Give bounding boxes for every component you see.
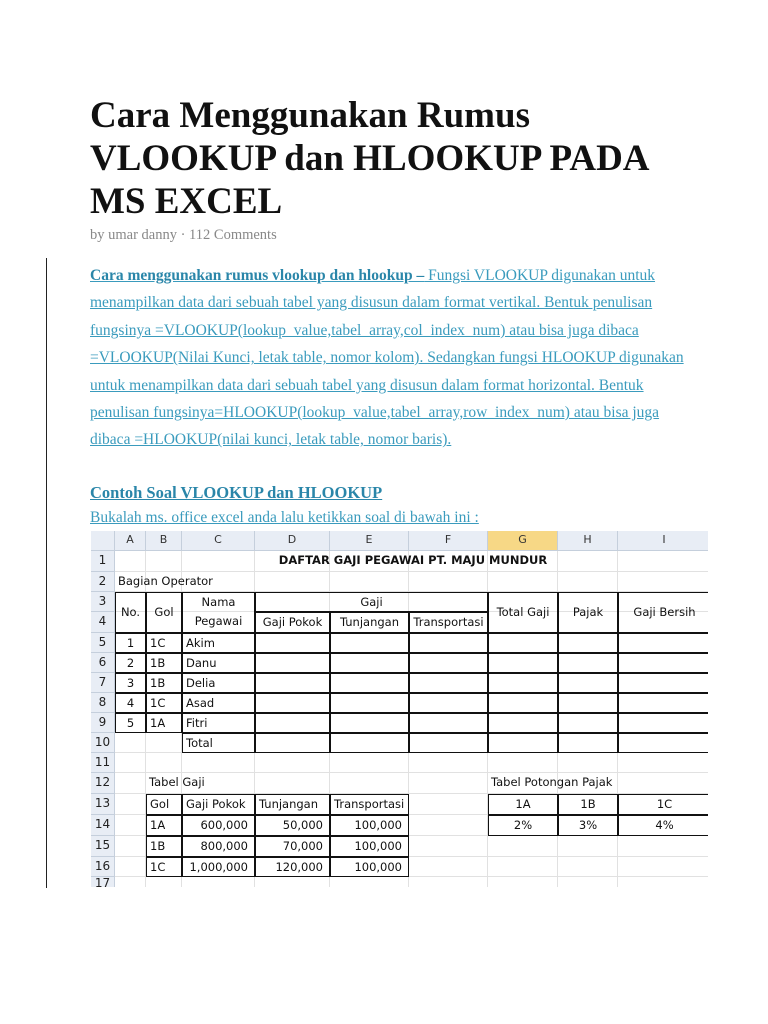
employee-gol[interactable]: 1C [146, 693, 182, 713]
grid-cell[interactable] [115, 773, 146, 794]
grid-cell[interactable] [330, 572, 409, 592]
grid-cell[interactable] [618, 836, 708, 857]
employee-value-cell[interactable] [618, 693, 708, 713]
grid-cell[interactable] [255, 572, 330, 592]
row-header-4[interactable]: 4 [91, 612, 115, 633]
grid-cell[interactable] [115, 857, 146, 877]
row-header-9[interactable]: 9 [91, 713, 115, 733]
grid-cell[interactable] [488, 857, 558, 877]
row-header-2[interactable]: 2 [91, 572, 115, 592]
employee-nama[interactable]: Fitri [182, 713, 255, 733]
header-transportasi[interactable]: Transportasi [409, 612, 488, 633]
employee-value-cell[interactable] [330, 713, 409, 733]
total-value-cell[interactable] [558, 733, 618, 753]
grid-cell[interactable] [330, 753, 409, 773]
grid-cell[interactable] [558, 572, 618, 592]
column-header-e[interactable]: E [330, 531, 409, 551]
employee-value-cell[interactable] [558, 673, 618, 693]
employee-no[interactable]: 5 [115, 713, 146, 733]
grid-cell[interactable] [146, 753, 182, 773]
grid-cell[interactable] [618, 572, 708, 592]
grid-cell[interactable] [409, 773, 488, 794]
tabel-gaji-cell[interactable]: 800,000 [182, 836, 255, 857]
grid-cell[interactable] [115, 877, 146, 887]
column-header-d[interactable]: D [255, 531, 330, 551]
employee-nama[interactable]: Asad [182, 693, 255, 713]
total-value-cell[interactable] [255, 733, 330, 753]
tabel-gaji-cell[interactable]: 70,000 [255, 836, 330, 857]
column-header-b[interactable]: B [146, 531, 182, 551]
margin-rule [46, 258, 47, 888]
grid-cell[interactable] [146, 733, 182, 753]
tabel-pajak-header[interactable]: 1B [558, 794, 618, 815]
row-header-3[interactable]: 3 [91, 592, 115, 612]
tabel-gaji-cell[interactable]: 100,000 [330, 836, 409, 857]
tabel-gaji-header[interactable]: Gaji Pokok [182, 794, 255, 815]
employee-value-cell[interactable] [255, 713, 330, 733]
header-pajak[interactable]: Pajak [558, 592, 618, 633]
tabel-pajak-value[interactable]: 4% [618, 815, 708, 836]
grid-cell[interactable] [409, 877, 488, 887]
grid-cell[interactable] [255, 753, 330, 773]
employee-gol[interactable]: 1C [146, 633, 182, 653]
grid-cell[interactable] [558, 836, 618, 857]
grid-cell[interactable] [115, 733, 146, 753]
grid-cell[interactable] [409, 753, 488, 773]
tabel-gaji-cell[interactable]: 1,000,000 [182, 857, 255, 877]
grid-cell[interactable] [488, 753, 558, 773]
employee-value-cell[interactable] [409, 653, 488, 673]
employee-value-cell[interactable] [618, 713, 708, 733]
grid-cell[interactable] [330, 877, 409, 887]
tabel-pajak-value[interactable]: 2% [488, 815, 558, 836]
article-byline: by umar danny · 112 Comments [90, 227, 277, 243]
tabel-gaji-cell[interactable]: 600,000 [182, 815, 255, 836]
column-header-c[interactable]: C [182, 531, 255, 551]
grid-cell[interactable] [618, 877, 708, 887]
employee-value-cell[interactable] [488, 673, 558, 693]
header-gaji[interactable]: Gaji [255, 592, 488, 612]
tabel-gaji-cell[interactable]: 100,000 [330, 857, 409, 877]
row-header-6[interactable]: 6 [91, 653, 115, 673]
grid-cell[interactable] [115, 753, 146, 773]
select-all-corner[interactable] [91, 531, 115, 551]
employee-value-cell[interactable] [488, 653, 558, 673]
employee-value-cell[interactable] [255, 653, 330, 673]
section-label[interactable]: Bagian Operator [118, 574, 213, 588]
sheet-title[interactable]: DAFTAR GAJI PEGAWAI PT. MAJU MUNDUR [278, 553, 548, 567]
grid-cell[interactable] [115, 836, 146, 857]
employee-no[interactable]: 2 [115, 653, 146, 673]
employee-no[interactable]: 3 [115, 673, 146, 693]
grid-cell[interactable] [146, 877, 182, 887]
grid-cell[interactable] [182, 753, 255, 773]
row-header-1[interactable]: 1 [91, 551, 115, 572]
tabel-gaji-cell[interactable]: 1A [146, 815, 182, 836]
grid-cell[interactable] [115, 794, 146, 815]
tabel-pajak-header[interactable]: 1C [618, 794, 708, 815]
grid-cell[interactable] [488, 877, 558, 887]
employee-value-cell[interactable] [618, 673, 708, 693]
employee-value-cell[interactable] [409, 673, 488, 693]
employee-value-cell[interactable] [488, 693, 558, 713]
employee-value-cell[interactable] [618, 653, 708, 673]
employee-value-cell[interactable] [409, 693, 488, 713]
header-gaji-pokok[interactable]: Gaji Pokok [255, 612, 330, 633]
employee-value-cell[interactable] [488, 633, 558, 653]
employee-value-cell[interactable] [255, 633, 330, 653]
employee-value-cell[interactable] [330, 633, 409, 653]
row-header-5[interactable]: 5 [91, 633, 115, 653]
total-value-cell[interactable] [330, 733, 409, 753]
header-gaji-bersih[interactable]: Gaji Bersih [618, 592, 708, 633]
header-gol[interactable]: Gol [146, 592, 182, 633]
grid-cell[interactable] [558, 857, 618, 877]
grid-cell[interactable] [115, 815, 146, 836]
section-subheading[interactable]: Contoh Soal VLOOKUP dan HLOOKUP [90, 483, 383, 502]
employee-value-cell[interactable] [488, 713, 558, 733]
tabel-gaji-cell[interactable]: 1C [146, 857, 182, 877]
employee-value-cell[interactable] [618, 633, 708, 653]
total-value-cell[interactable] [409, 733, 488, 753]
header-nama[interactable]: Nama [182, 592, 255, 612]
tabel-gaji-header[interactable]: Tunjangan [255, 794, 330, 815]
grid-cell[interactable] [409, 794, 488, 815]
header-total-gaji[interactable]: Total Gaji [488, 592, 558, 633]
total-value-cell[interactable] [618, 733, 708, 753]
grid-cell[interactable] [330, 773, 409, 794]
employee-no[interactable]: 4 [115, 693, 146, 713]
column-header-f[interactable]: F [409, 531, 488, 551]
grid-cell[interactable] [488, 836, 558, 857]
column-header-a[interactable]: A [115, 531, 146, 551]
grid-cell[interactable] [618, 753, 708, 773]
grid-cell[interactable] [255, 877, 330, 887]
paragraph-text[interactable]: Fungsi VLOOKUP digunakan untuk menampilkan data dari sebuah tabel yang disusun dalam format vertikal. Bentuk penulisan fungsinya =VLOOKUP(lookup_value,tabel_array,col_index_num) atau bisa juga dibaca =VLOOKUP(Nilai Kunci, letak table, nomor kolom). Sedangkan fungsi HLOOKUP digunakan untuk menampilkan data dari sebuah tabel yang disusun dalam format horizontal. Bentuk penulisan fungsinya=HLOOKUP(lookup_value,tabel_array,row_index_num) atau bisa juga dibaca =HLOOKUP(nilai kunci, letak table, nomor baris). [90, 267, 684, 449]
tabel-pajak-header[interactable]: 1A [488, 794, 558, 815]
employee-value-cell[interactable] [255, 673, 330, 693]
employee-nama[interactable]: Delia [182, 673, 255, 693]
header-no[interactable]: No. [115, 592, 146, 633]
tabel-gaji-cell[interactable]: 1B [146, 836, 182, 857]
grid-cell[interactable] [182, 877, 255, 887]
employee-value-cell[interactable] [330, 673, 409, 693]
header-pegawai[interactable]: Pegawai [182, 612, 255, 633]
article-paragraph [90, 262, 690, 454]
grid-cell[interactable] [409, 815, 488, 836]
total-value-cell[interactable] [488, 733, 558, 753]
tabel-gaji-header[interactable]: Gol [146, 794, 182, 815]
excel-screenshot [91, 531, 708, 887]
grid-cell[interactable] [255, 773, 330, 794]
employee-gol[interactable]: 1B [146, 653, 182, 673]
employee-value-cell[interactable] [558, 653, 618, 673]
employee-value-cell[interactable] [409, 633, 488, 653]
header-tunjangan[interactable]: Tunjangan [330, 612, 409, 633]
employee-nama[interactable]: Danu [182, 653, 255, 673]
row-header-12[interactable]: 12 [91, 773, 115, 794]
row-header-8[interactable]: 8 [91, 693, 115, 713]
tabel-gaji-header[interactable]: Transportasi [330, 794, 409, 815]
grid-cell[interactable] [618, 857, 708, 877]
column-header-h[interactable]: H [558, 531, 618, 551]
employee-value-cell[interactable] [255, 693, 330, 713]
row-header-10[interactable]: 10 [91, 733, 115, 753]
row-header-16[interactable]: 16 [91, 857, 115, 877]
tabel-gaji-cell[interactable]: 100,000 [330, 815, 409, 836]
employee-gol[interactable]: 1A [146, 713, 182, 733]
column-header-g[interactable]: G [488, 531, 558, 551]
tabel-gaji-cell[interactable]: 50,000 [255, 815, 330, 836]
tabel-pajak-value[interactable]: 3% [558, 815, 618, 836]
employee-no[interactable]: 1 [115, 633, 146, 653]
tabel-gaji-cell[interactable]: 120,000 [255, 857, 330, 877]
grid-cell[interactable] [558, 753, 618, 773]
grid-cell[interactable] [488, 572, 558, 592]
row-header-14[interactable]: 14 [91, 815, 115, 836]
row-header-13[interactable]: 13 [91, 794, 115, 815]
grid-cell[interactable] [409, 572, 488, 592]
tabel-pajak-title[interactable]: Tabel Potongan Pajak [491, 775, 613, 789]
grid-cell[interactable] [558, 877, 618, 887]
employee-value-cell[interactable] [409, 713, 488, 733]
employee-nama[interactable]: Akim [182, 633, 255, 653]
intro-text[interactable]: Bukalah ms. office excel anda lalu ketikkan soal di bawah ini : [90, 509, 479, 526]
employee-gol[interactable]: 1B [146, 673, 182, 693]
tabel-gaji-title[interactable]: Tabel Gaji [149, 775, 205, 789]
grid-cell[interactable] [409, 836, 488, 857]
grid-cell[interactable] [409, 857, 488, 877]
article-title: Cara Menggunakan Rumus VLOOKUP dan HLOOKUP PADA MS EXCEL [90, 95, 648, 222]
row-header-15[interactable]: 15 [91, 836, 115, 857]
lead-link[interactable]: Cara menggunakan rumus vlookup dan hlookup – [90, 267, 425, 284]
employee-value-cell[interactable] [330, 693, 409, 713]
employee-value-cell[interactable] [330, 653, 409, 673]
employee-value-cell[interactable] [558, 693, 618, 713]
row-header-7[interactable]: 7 [91, 673, 115, 693]
total-label[interactable]: Total [182, 733, 255, 753]
row-header-17[interactable]: 17 [91, 877, 115, 887]
employee-value-cell[interactable] [558, 713, 618, 733]
row-header-11[interactable]: 11 [91, 753, 115, 773]
column-header-i[interactable]: I [618, 531, 708, 551]
employee-value-cell[interactable] [558, 633, 618, 653]
